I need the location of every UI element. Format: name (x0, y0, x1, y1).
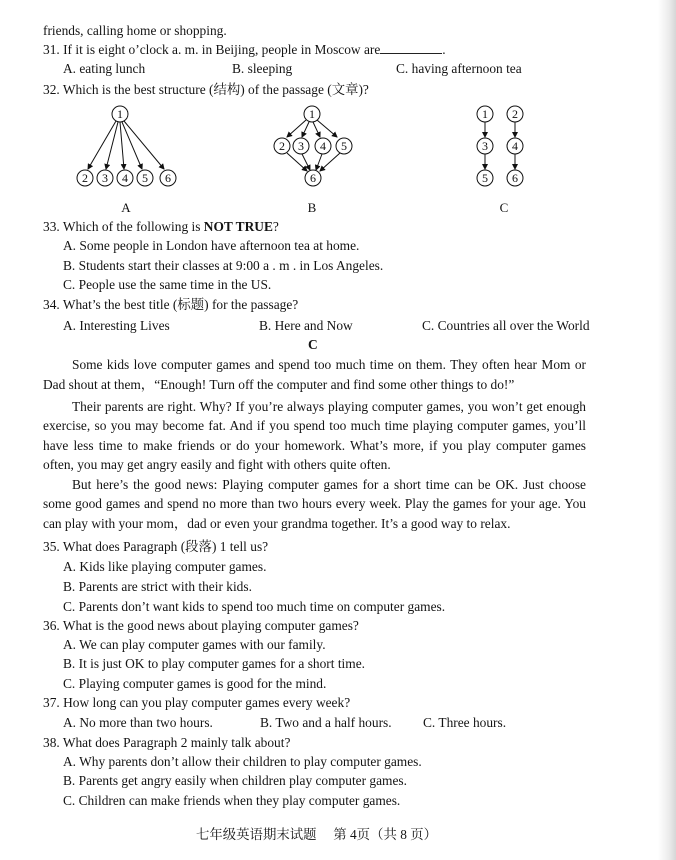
paragraph-2-line: Their parents are right. Why? If you’re always playing computer games, you won’t get enough (72, 399, 586, 414)
node-2: 2 (279, 139, 285, 153)
question-31 (43, 41, 446, 59)
text-line: friends, calling home or shopping. (43, 23, 227, 38)
paragraph-3-line: some good games and spend no more than two hours every week. Play the games for your age. You (43, 496, 586, 511)
node-4: 4 (122, 171, 128, 185)
paragraph-3-line: can play with your mom，dad or even your grandma together. It’s a good way to relax. (43, 516, 511, 531)
option-37c: C. Three hours. (423, 715, 507, 730)
option-38c: C. Children can make friends when they play computer games. (63, 793, 401, 808)
option-34b: B. Here and Now (259, 318, 353, 333)
node-6: 6 (310, 171, 316, 185)
node-2: 2 (512, 107, 518, 121)
question-text: 33. Which of the following is (43, 219, 204, 234)
option-38a: A. Why parents don’t allow their children to play computer games. (63, 754, 422, 769)
paragraph-1-line: Dad shout at them，“Enough! Turn off the computer and find some other things to do!” (43, 377, 515, 392)
node-3: 3 (102, 171, 108, 185)
question-text: 31. If it is eight o’clock a. m. in Beijing, people in Moscow are (43, 42, 381, 57)
question-36: 36. What is the good news about playing computer games? (43, 618, 359, 633)
option-35c: C. Parents don’t want kids to spend too much time on computer games. (63, 599, 446, 614)
question-end: . (442, 42, 446, 57)
diagram-a-label: A (121, 200, 131, 215)
paragraph-2-line: often, you may get angry easily and fight with others quite often. (43, 457, 391, 472)
paragraph-1-line: Some kids love computer games and spend too much time on them. They often hear Mom or (72, 357, 586, 372)
node-4: 4 (320, 139, 326, 153)
question-38: 38. What does Paragraph 2 mainly talk about? (43, 735, 291, 750)
option-33b: B. Students start their classes at 9:00 a . m . in Los Angeles. (63, 258, 384, 273)
question-emphasis: NOT TRUE (203, 219, 273, 234)
option-38b: B. Parents get angry easily when children play computer games. (63, 773, 407, 788)
node-1: 1 (482, 107, 488, 121)
option-36c: C. Playing computer games is good for the mind. (63, 676, 327, 691)
node-4: 4 (512, 139, 518, 153)
node-2: 2 (82, 171, 88, 185)
option-31b: B. sleeping (232, 61, 293, 76)
paragraph-2-line: have less time to make friends or do your homework. What’s more, if you play computer games (43, 438, 586, 453)
option-35b: B. Parents are strict with their kids. (63, 579, 252, 594)
node-1: 1 (309, 107, 315, 121)
node-6: 6 (165, 171, 171, 185)
option-34a: A. Interesting Lives (63, 318, 170, 333)
node-5: 5 (341, 139, 347, 153)
option-33a: A. Some people in London have afternoon tea at home. (63, 238, 360, 253)
node-3: 3 (482, 139, 488, 153)
node-5: 5 (482, 171, 488, 185)
question-34: 34. What’s the best title (标题) for the passage? (43, 297, 299, 312)
page-footer: 七年级英语期末试题 第 4页（共 8 页） (196, 827, 438, 842)
structure-diagrams (0, 104, 676, 224)
paragraph-3-line: But here’s the good news: Playing computer games for a short time can be OK. Just choose (72, 477, 586, 492)
diagram-b-label: B (307, 200, 317, 215)
node-6: 6 (512, 171, 518, 185)
question-32: 32. Which is the best structure (结构) of the passage (文章)? (43, 82, 369, 97)
option-34c: C. Countries all over the World (422, 318, 590, 333)
option-35a: A. Kids like playing computer games. (63, 559, 267, 574)
option-36b: B. It is just OK to play computer games for a short time. (63, 656, 365, 671)
option-31c: C. having afternoon tea (396, 61, 522, 76)
option-33c: C. People use the same time in the US. (63, 277, 272, 292)
option-31a: A. eating lunch (63, 61, 146, 76)
answer-blank (380, 41, 442, 54)
question-37: 37. How long can you play computer games every week? (43, 695, 351, 710)
node-5: 5 (142, 171, 148, 185)
paragraph-2-line: exercise, so you may become fat. And if you spend too much time playing computer games, you’ll (43, 418, 586, 433)
option-36a: A. We can play computer games with our family. (63, 637, 326, 652)
question-end: ? (272, 219, 279, 234)
option-37a: A. No more than two hours. (63, 715, 213, 730)
question-33 (43, 218, 279, 236)
option-37b: B. Two and a half hours. (260, 715, 392, 730)
question-35: 35. What does Paragraph (段落) 1 tell us? (43, 539, 269, 554)
diagram-c-label: C (499, 200, 509, 215)
section-heading: C (308, 337, 318, 352)
node-3: 3 (298, 139, 304, 153)
node-1: 1 (117, 107, 123, 121)
